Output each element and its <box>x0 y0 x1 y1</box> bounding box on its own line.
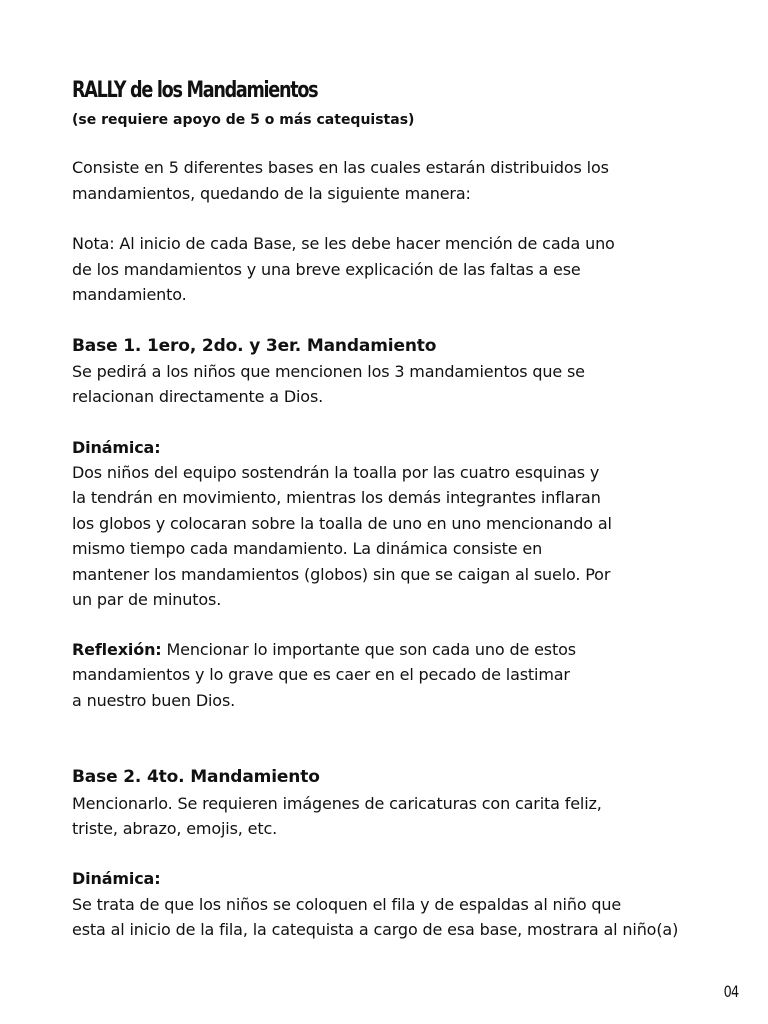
intro-line: Consiste en 5 diferentes bases en las cuales estarán distribuidos los <box>72 158 609 177</box>
base1-dinamica-line: Dos niños del equipo sostendrán la toalla por las cuatro esquinas y <box>72 463 600 482</box>
nota-line: de los mandamientos y una breve explicación de las faltas a ese <box>72 260 581 279</box>
base1-reflexion-line: a nuestro buen Dios. <box>72 691 236 710</box>
page-number: 04 <box>723 982 738 1001</box>
nota-line: mandamiento. <box>72 285 187 304</box>
base2-text-line: Mencionarlo. Se requieren imágenes de caricaturas con carita feliz, <box>72 794 602 813</box>
base1-dinamica-line: la tendrán en movimiento, mientras los demás integrantes inflaran <box>72 488 601 507</box>
base1-dinamica-line: un par de minutos. <box>72 590 222 609</box>
base1-dinamica-line: mantener los mandamientos (globos) sin que se caigan al suelo. Por <box>72 565 611 584</box>
base1-dinamica-line: mismo tiempo cada mandamiento. La dinámica consiste en <box>72 539 543 558</box>
base1-reflexion-line: mandamientos y lo grave que es caer en el pecado de lastimar <box>72 665 570 684</box>
base2-dinamica-label: Dinámica: <box>72 869 161 888</box>
base1-text-line: Se pedirá a los niños que mencionen los 3 mandamientos que se <box>72 362 585 381</box>
page-subtitle: (se requiere apoyo de 5 o más catequistas) <box>72 112 415 128</box>
base1-heading: Base 1. 1ero, 2do. y 3er. Mandamiento <box>72 336 437 356</box>
page-title: RALLY de los Mandamientos <box>72 78 318 103</box>
intro-line: mandamientos, quedando de la siguiente manera: <box>72 184 471 203</box>
nota-line: Nota: Al inicio de cada Base, se les debe hacer mención de cada uno <box>72 234 615 253</box>
base2-heading: Base 2. 4to. Mandamiento <box>72 767 320 787</box>
base1-text-line: relacionan directamente a Dios. <box>72 387 324 406</box>
base2-text-line: triste, abrazo, emojis, etc. <box>72 819 278 838</box>
base1-reflexion-text: Mencionar lo importante que son cada uno de estos <box>161 640 576 659</box>
base1-reflexion-label: Reflexión: <box>72 640 162 659</box>
base1-dinamica-label: Dinámica: <box>72 438 161 457</box>
base2-dinamica-line: esta al inicio de la fila, la catequista a cargo de esa base, mostrara al niño(a) <box>72 920 679 939</box>
base1-reflexion-first-line <box>72 640 576 660</box>
base1-dinamica-line: los globos y colocaran sobre la toalla de uno en uno mencionando al <box>72 514 612 533</box>
base2-dinamica-line: Se trata de que los niños se coloquen el fila y de espaldas al niño que <box>72 895 622 914</box>
